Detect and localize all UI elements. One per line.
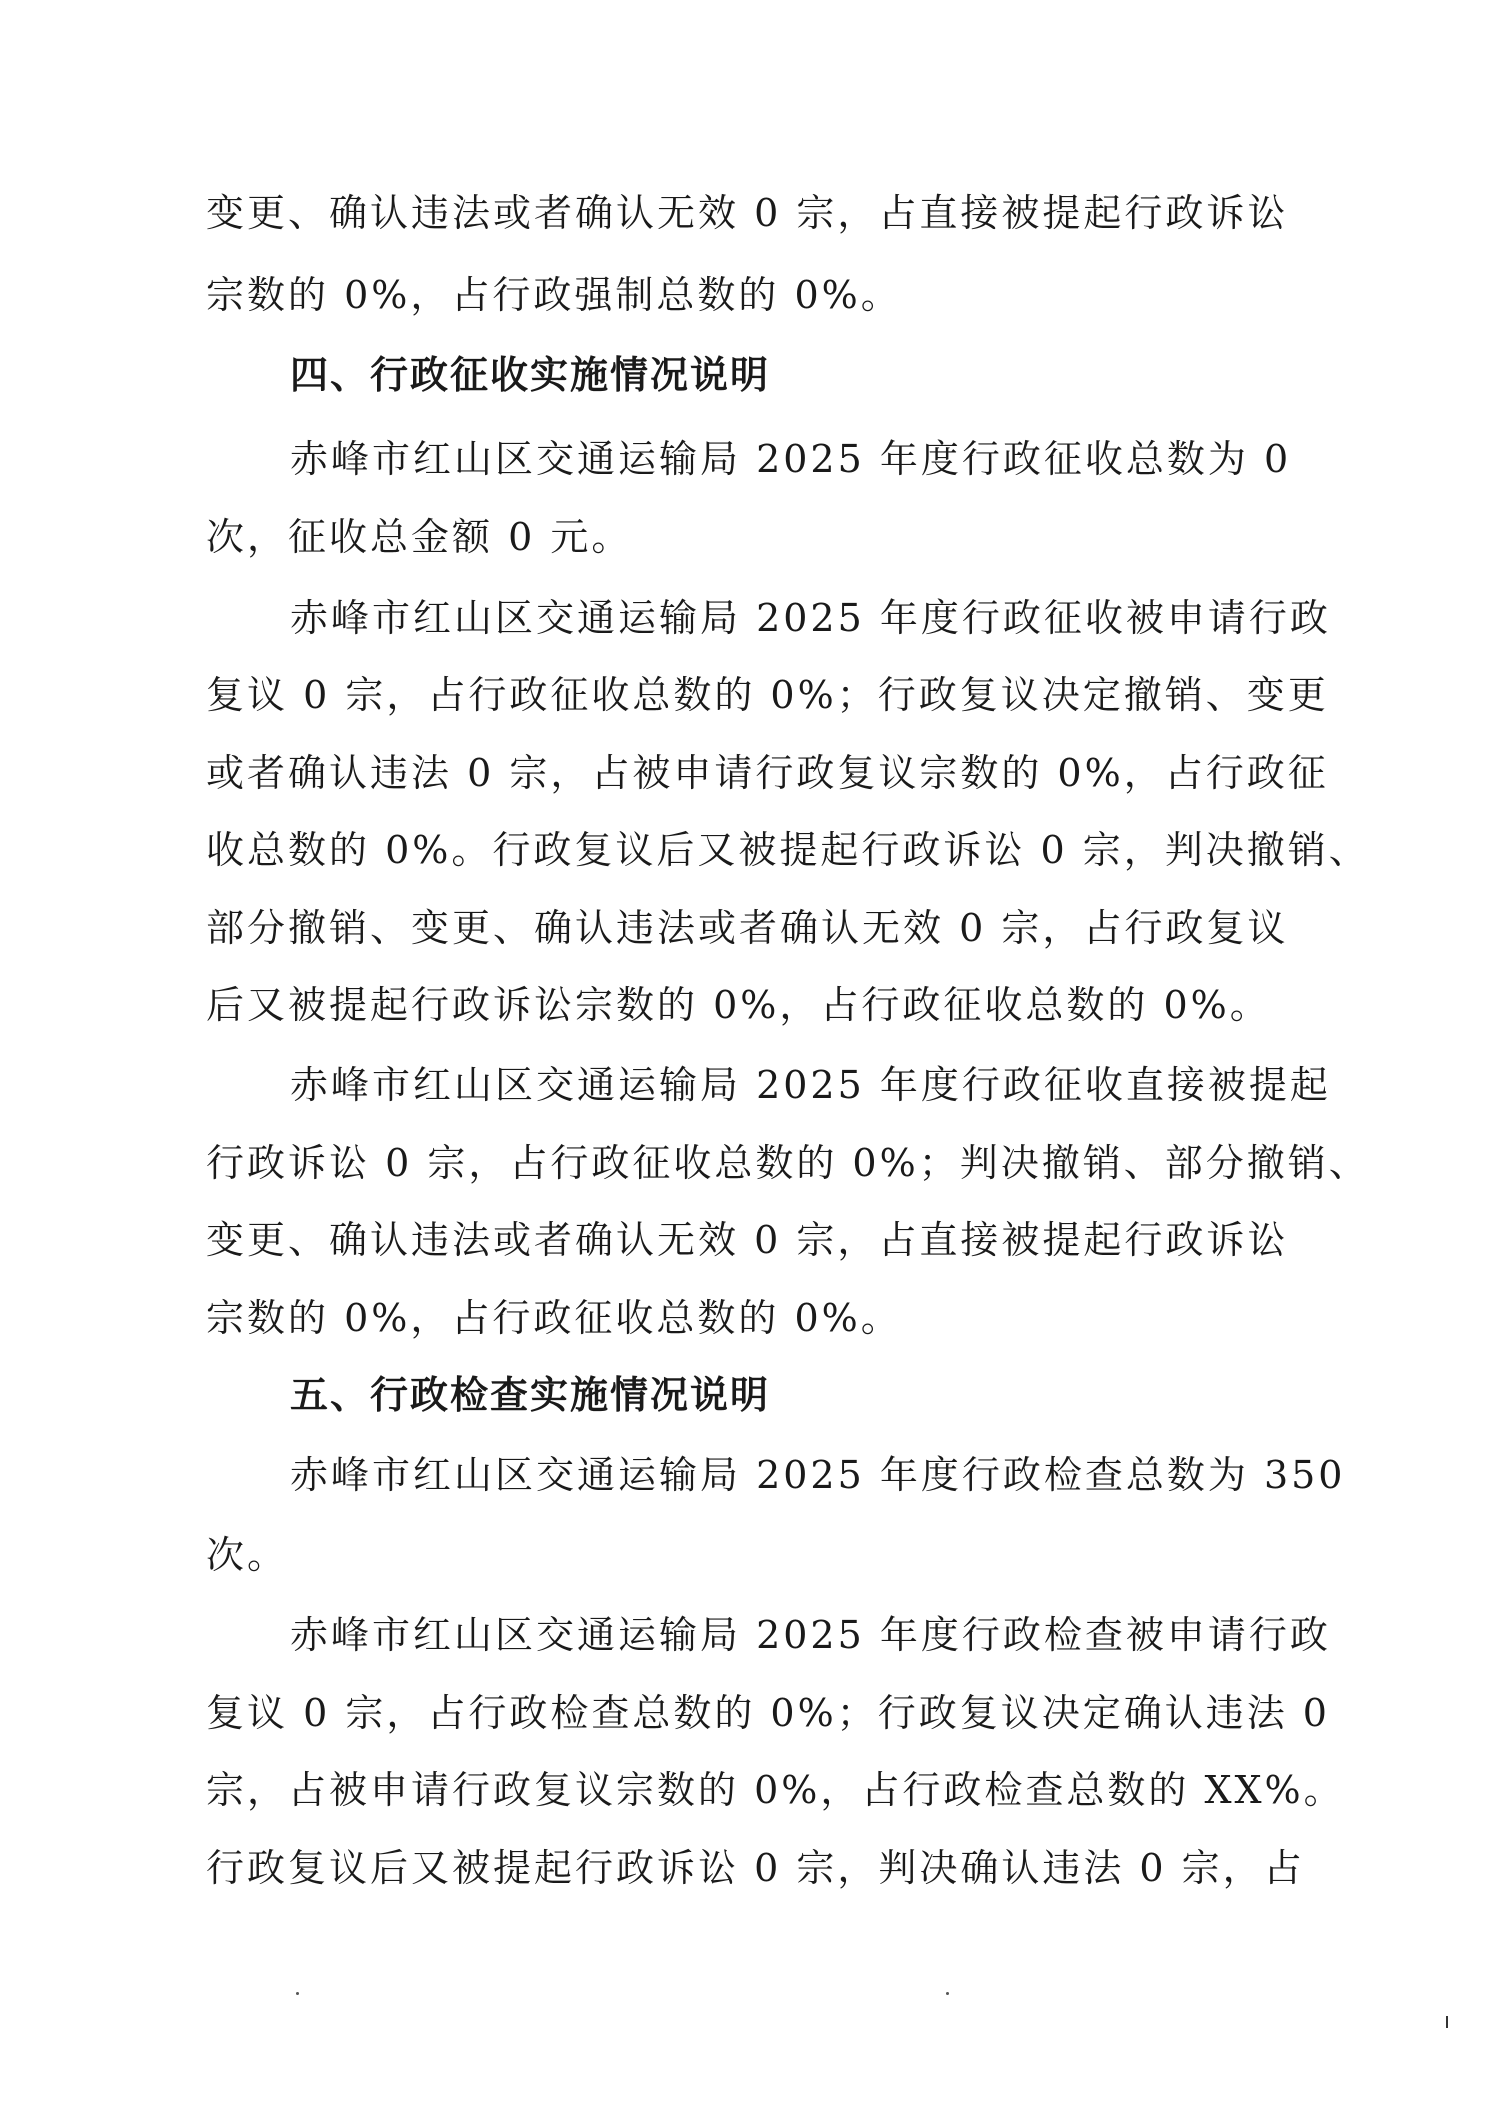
text-line-15: 宗数的 0%，占行政征收总数的 0%。: [206, 1296, 902, 1340]
text-line-10: 部分撤销、变更、确认违法或者确认无效 0 宗，占行政复议: [206, 906, 1289, 950]
text-line-12: 赤峰市红山区交通运输局 2025 年度行政征收直接被提起: [290, 1063, 1331, 1107]
text-line-6: 赤峰市红山区交通运输局 2025 年度行政征收被申请行政: [290, 596, 1331, 640]
text-line-11: 后又被提起行政诉讼宗数的 0%，占行政征收总数的 0%。: [206, 983, 1271, 1027]
text-line-20: 复议 0 宗，占行政检查总数的 0%；行政复议决定确认违法 0: [206, 1691, 1330, 1735]
section-heading-4: 四、行政征收实施情况说明: [290, 353, 771, 397]
scan-speck-left: [296, 1992, 299, 1995]
text-line-2: 宗数的 0%，占行政强制总数的 0%。: [206, 273, 902, 317]
text-line-14: 变更、确认违法或者确认无效 0 宗，占直接被提起行政诉讼: [206, 1218, 1289, 1262]
text-line-22: 行政复议后又被提起行政诉讼 0 宗，判决确认违法 0 宗，占: [206, 1846, 1305, 1890]
section-heading-5: 五、行政检查实施情况说明: [290, 1373, 771, 1417]
text-line-21: 宗，占被申请行政复议宗数的 0%，占行政检查总数的 XX%。: [206, 1768, 1345, 1812]
text-line-1: 变更、确认违法或者确认无效 0 宗，占直接被提起行政诉讼: [206, 191, 1289, 235]
text-line-5: 次，征收总金额 0 元。: [206, 515, 633, 559]
text-line-17: 赤峰市红山区交通运输局 2025 年度行政检查总数为 350: [290, 1453, 1346, 1497]
text-line-4: 赤峰市红山区交通运输局 2025 年度行政征收总数为 0: [290, 437, 1292, 481]
text-line-9: 收总数的 0%。行政复议后又被提起行政诉讼 0 宗，判决撤销、: [206, 828, 1370, 872]
text-line-8: 或者确认违法 0 宗，占被申请行政复议宗数的 0%，占行政征: [206, 751, 1329, 795]
text-line-19: 赤峰市红山区交通运输局 2025 年度行政检查被申请行政: [290, 1613, 1331, 1657]
scan-speck-center: [946, 1992, 949, 1995]
scan-edge-mark: [1446, 2016, 1448, 2028]
text-line-7: 复议 0 宗，占行政征收总数的 0%；行政复议决定撤销、变更: [206, 673, 1329, 717]
text-line-13: 行政诉讼 0 宗，占行政征收总数的 0%；判决撤销、部分撤销、: [206, 1141, 1370, 1185]
text-line-18: 次。: [206, 1533, 289, 1577]
